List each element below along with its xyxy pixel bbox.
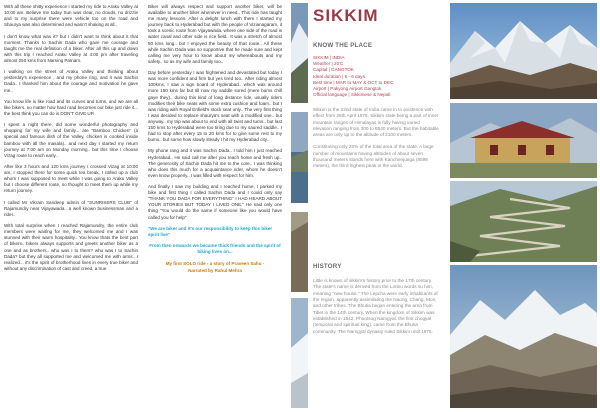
know-paragraph: Constituting only 20% of the total area of the state. A large number of mountains having altitudes of about seven thousand meters stands here with Kanchenjunga (8598 meters), the third highest peak in the world. [313,144,434,169]
story-paragraph: You know life is like road and its curves and turns, and we are all like bikers. no matter how hard road becomes our bike just ride it... the best think you can do is DON'T GIVE UP. [4,98,138,116]
story-paragraph: With all these shitty experience I started my ride to Araku Valley at 10:00 am. Believe me today Sun was clear, no clouds, no drizzle and to my surprise there were vehicle too on the road and Shaurya was also determined and wasn't shaking at all.. [4,4,138,28]
strip-photo-road [291,212,308,292]
fact-item: Weather | 20'C [313,61,344,67]
photo-monastery [450,103,597,178]
fact-item: SIKKIM | INDIA [313,55,345,60]
strip-photo-snow [291,298,308,408]
photo-snow-peaks [450,3,597,99]
story-paragraph: Biker will always respect and support another biker, will be available to another biker whenever in need.. This ride has taught me many lessons. After a delight lunch with them I started my journey back to Hyderabad but with the people of Vizianagaram, it took a scenic route from Vijayawada, where one side of the road is water canal and other side is rice field.. It was a stretch of almost 50 kms long.. but I enjoyed the beauty of that route.. All these while Sachin Dada was so supportive that he made sure and kept calling me very hour to know about my whereabouts and my safety.. so as my wife and family too.. [148,4,282,64]
fact-item: Official language | Sikkimese & Nepali [313,92,391,98]
history-paragraph: Little is known of sikkim's history prior to the 17th century. The state's name is derived from the Limbu words su him, meaning "new house." The Lepcha were early inhabitants of the region, apparently assimilating the Naong, Chang, Mon, and other tribes. The Bhutia began entering the area from Tibet in the 14th century. When the kingdom of Sikkim was established in 1642, Phuntsog Namgyal, the first chogyal (temporal and spiritual king), came from the Bhutia community. The Namgyal dynasty ruled Sikkim until 1975. [313,278,438,334]
history-heading: HISTORY [313,263,342,270]
know-body [313,107,439,175]
story-closing: From then onwards we became thick friends and the spirit of biking lives on... [149,243,281,255]
page-title: SIKKIM [313,6,379,25]
photo-zigzag-road [450,181,597,262]
story-paragraph: I called Mr Vikram Sandeep admin of "SUNRISERS CLUB" of Rajamundry near Vijayawada.. a well known businessman and a rider.. [4,199,138,217]
story-paragraph: With total surprise when I reached Rajamundry, the entire club members were waiting for me, they welcomed me and I was stunned with their warm hospitality.. You know thats the best part of bikers.. bikers always supports and greets another biker as a one and as brothers.. who was I to them? who was I to Sachin Dada? but they all supported me and welcomed me with arms.. I realized... it's the spirit of brotherhood lives in every true biker and without any discrimination of cast and creed, a true [4,223,138,271]
story-paragraph: And finally I saw my building and I reached home, I parked my bike and first thing I called Sachin Dada and I could only say "THANK YOU DADA FOR EVERYTHING" I HAD HEARD ABOUT YOUR STORIES BUT TODAY I LIVED ONE." He said only one thing "You would do the same if someone like you would have called you for help" [148,184,282,220]
know-heading: KNOW THE PLACE [313,42,373,49]
signature-line-2: Narrated by Rahul Mehra [188,267,242,273]
story-paragraph: I spent a night there, did some wonderful photography and shopping for my wife and family... ate "Bamboo Chicken" (a special and famous dish of the Valley, chicken is cooked inside bamboo with all the masala).. and next day I started my return journey at 7:00 am on Monday morning.. but this time I choose Vizag route to reach early.. [4,122,138,158]
story-column-2 [148,4,282,279]
strip-photo-mountain [291,3,308,103]
story-paragraph: I walking on the street of Araku Valley and thinking about yesterday's experience , and my phone ring, and it was Sachin Dada.. I thanked him about the courage and motivation he gave me.. [4,69,138,93]
story-paragraph: After like 3 hours and 120 kms journey I crossed Vizag at 10:00 am, I stopped there for some quick tea break, I called up a club whom I was supposed to meet while I was going to Araku Valley but I choose different route, so thought to meet them up while my return journey. [4,164,138,194]
facts-list [313,55,439,98]
fact-item: Best time | MAR to MAY & OCT to DEC [313,79,394,85]
fact-item: Ideal duration | 5 - 6 days [313,73,365,79]
strip-photo-lake [291,112,308,203]
story-paragraph: My phone rang and it was Sachin Dada.. I told him I just reached Hyderabad.. He said call me after you reach home and fresh up.. The generosity of Sachin Dada hit me to the core.. I was thinking who does this much for a acquaintance rider, whom he doesn't even know properly.. I was filled with respect for him. [148,148,282,178]
history-body [313,278,439,341]
story-signature [148,261,282,273]
story-quote: "We are biker and it's our responsibility to keep this biker spirit live" [148,225,273,237]
fact-item: Airport | Pakyong Airport Gangtok [313,86,382,92]
photo-valley-peaks [450,265,597,408]
know-paragraph: Sikkim is the 22nd state of India came in to existence with effect from 26th April 1975. Sikkim state being a part of inner mountain ranges of Himalayas is fully having varied elevation ranging from 300 to 8540 meters. But the habitable areas are only up to the altitude of 2100 meters. [313,107,439,138]
story-paragraph: Day before yesterday I was frightened and devastated but today I was more confident and firm but yes tired too.. After riding almost 100kms, I saw a sign board of Hyderabad.. which was around more 150 kms far but till now my saddle sored (mere bums chill gaye they).. during this kind of long distance ride, usually riders modifies their bike seats with some extra cushion and foam.. but I was riding with Royal Enfield's stock seat only.. The very first thing I was decided to replace shaurya's seat with a modified one.. but anyway.. my trip was about to end with all twist and turns.. but last 150 kms to Hyderabad were too tiring due to my saured saddle.. I had to stop after every 15 to 20 kms for to give some rest to my bums.. but some how slowly steady I hit my Hyderabad city.. [148,70,282,143]
fact-item: Capital | GANGTOK [313,67,354,73]
story-paragraph: I don't know what was it? but I didn't want to think about it that moment. Thanks to Sachin Dada who gave me courage and taught me the real definition of a biker. After all this up and down with this trip I reached Araku Valley at 4:00 pm after traveling almost 250 kms from Narsing Patnam. [4,33,138,63]
signature-line-1: My first SOLO ride - a story of Praveen Sahu - [165,261,265,267]
story-column-1 [4,4,138,277]
